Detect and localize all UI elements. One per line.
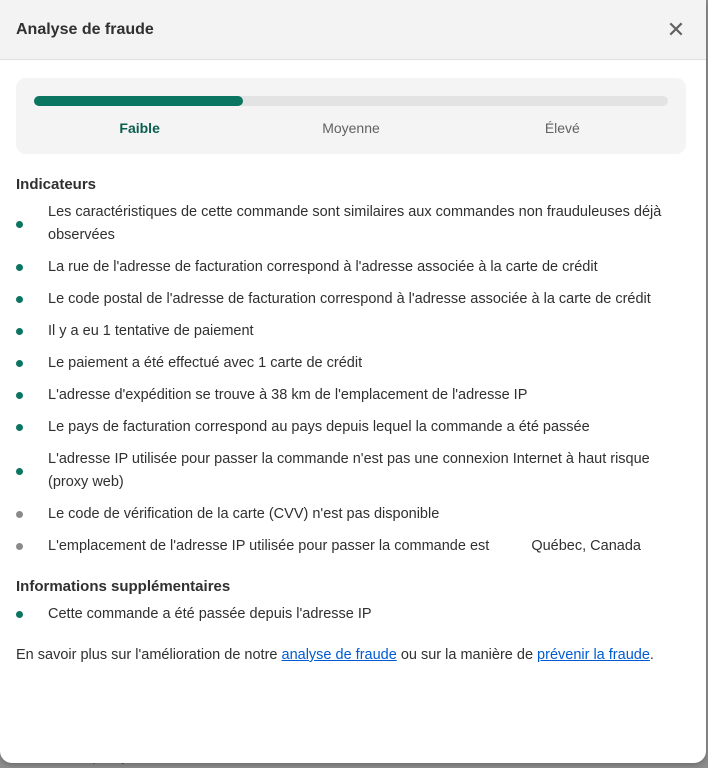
risk-progress-track <box>34 96 668 106</box>
list-item <box>16 201 678 247</box>
extra-info-heading: Informations supplémentaires <box>16 578 231 595</box>
indicator-text: Le code postal de l'adresse de facturation correspond à l'adresse associée à la carte de crédit <box>48 291 651 307</box>
learn-more-text <box>16 644 678 667</box>
indicator-text: Les caractéristiques de cette commande sont similaires aux commandes non frauduleuses déjà observées <box>48 204 662 243</box>
list-item <box>16 416 678 439</box>
risk-level-low: Faible <box>119 120 160 136</box>
list-item <box>16 288 678 311</box>
list-item <box>16 352 678 375</box>
list-item <box>16 256 678 279</box>
list-item <box>16 535 678 558</box>
list-item <box>16 448 678 494</box>
risk-level-labels <box>34 120 668 136</box>
indicator-text: L'adresse IP utilisée pour passer la commande n'est pas une connexion Internet à haut risque (proxy web) <box>48 451 650 490</box>
footer-text-before: En savoir plus sur l'amélioration de notre <box>16 647 282 663</box>
close-icon[interactable]: ✕ <box>666 16 686 42</box>
list-item <box>16 320 678 343</box>
ip-location-prefix: L'emplacement de l'adresse IP utilisée pour passer la commande est <box>48 538 490 554</box>
modal-title: Analyse de fraude <box>16 20 154 38</box>
status-dot-icon <box>16 328 23 335</box>
footer-text-middle: ou sur la manière de <box>396 647 538 663</box>
status-dot-icon <box>16 543 23 550</box>
extra-info-text: Cette commande a été passée depuis l'adresse IP <box>48 606 372 622</box>
status-dot-icon <box>16 468 23 475</box>
status-dot-icon <box>16 511 23 518</box>
status-dot-icon <box>16 221 23 228</box>
modal-header <box>0 0 706 60</box>
status-dot-icon <box>16 264 23 271</box>
indicators-heading: Indicateurs <box>16 176 97 193</box>
prevent-fraud-link[interactable]: prévenir la fraude <box>537 647 650 663</box>
risk-level-medium: Moyenne <box>322 120 380 136</box>
indicator-text: Le pays de facturation correspond au pays depuis lequel la commande a été passée <box>48 419 590 435</box>
status-dot-icon <box>16 360 23 367</box>
risk-level-high: Élevé <box>544 120 580 136</box>
status-dot-icon <box>16 611 23 618</box>
indicator-text: Le paiement a été effectué avec 1 carte de crédit <box>48 355 363 371</box>
indicators-list <box>0 201 706 558</box>
risk-progress-fill <box>34 96 243 106</box>
indicator-text: Le code de vérification de la carte (CVV) n'est pas disponible <box>48 506 440 522</box>
risk-level-card <box>16 78 686 154</box>
indicator-text: La rue de l'adresse de facturation correspond à l'adresse associée à la carte de crédit <box>48 259 598 275</box>
indicator-text <box>48 535 641 558</box>
status-dot-icon <box>16 392 23 399</box>
status-dot-icon <box>16 296 23 303</box>
ip-location-suffix: Québec, Canada <box>531 538 641 554</box>
list-item <box>16 503 678 526</box>
indicator-text: L'adresse d'expédition se trouve à 38 km de l'emplacement de l'adresse IP <box>48 387 528 403</box>
list-item <box>16 603 678 626</box>
extra-info-list <box>0 603 706 626</box>
list-item <box>16 384 678 407</box>
status-dot-icon <box>16 424 23 431</box>
fraud-analysis-link[interactable]: analyse de fraude <box>281 647 397 663</box>
footer-text-after: . <box>649 647 654 663</box>
indicator-text: Il y a eu 1 tentative de paiement <box>48 323 254 339</box>
